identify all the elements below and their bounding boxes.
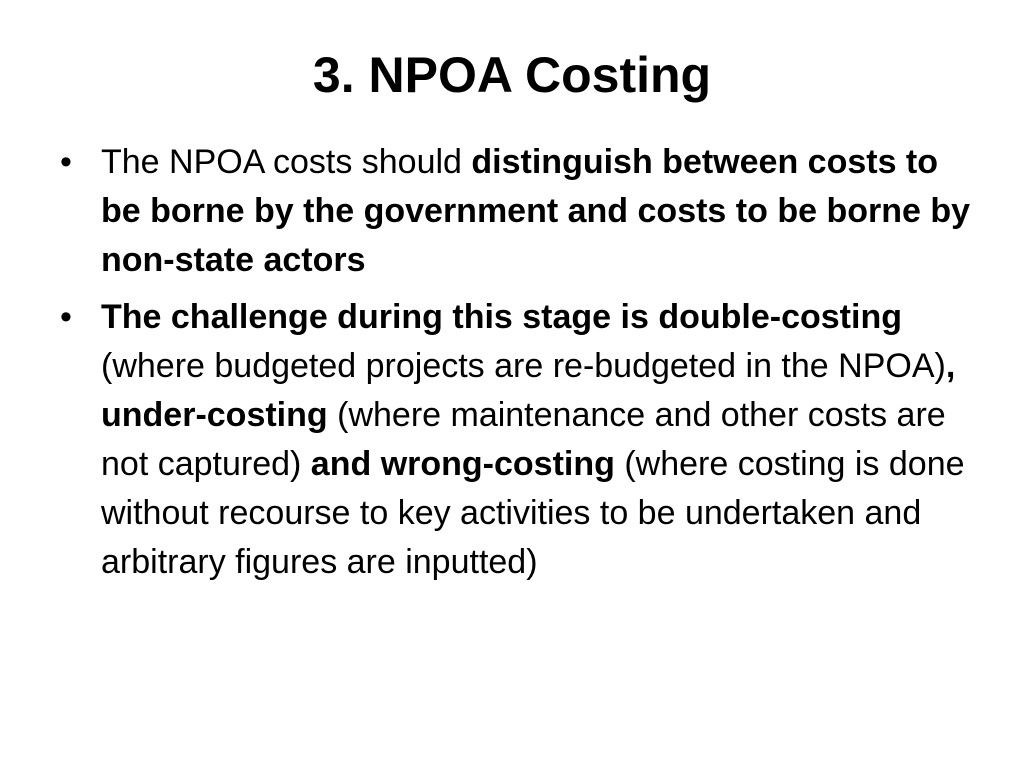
bullet-item-costing-challenges — [60, 293, 980, 587]
bullet-text-emphasis: distinguish between costs to be borne by the government and costs to be borne by non-state actors — [101, 143, 971, 279]
bullet-dot-icon: • — [60, 143, 72, 181]
bullet-text-under-costing: , under-costing — [101, 347, 956, 434]
bullet-text-wrong-costing: and wrong-costing — [310, 445, 615, 483]
bullet-text-double-costing-desc: (where budgeted projects are re-budgeted in the NPOA) — [101, 347, 946, 385]
slide-title: 3. NPOA Costing — [312, 47, 712, 103]
bullet-list — [60, 138, 980, 595]
bullet-text-wrong-costing-desc: (where costing is done without recourse to key activities to be undertaken and arbitrary figures are inputted) — [101, 445, 965, 581]
bullet-dot-icon: • — [60, 298, 72, 336]
bullet-item-costs-distinction — [60, 138, 980, 285]
bullet-text-plain: The NPOA costs should — [101, 143, 472, 181]
bullet-text-double-costing: The challenge during this stage is double-costing — [101, 298, 902, 336]
bullet-text-under-costing-desc: (where maintenance and other costs are not captured) — [101, 396, 946, 483]
